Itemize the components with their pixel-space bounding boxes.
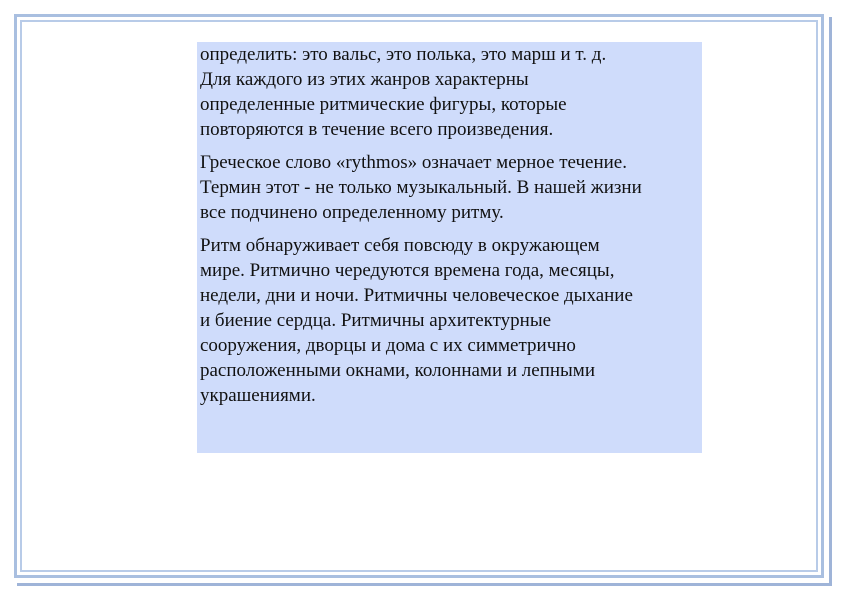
text-line: Термин этот - не только музыкальный. В нашей жизни bbox=[200, 177, 642, 198]
text-line: недели, дни и ночи. Ритмичны человеческое дыхание bbox=[200, 285, 633, 306]
text-line: все подчинено определенному ритму. bbox=[200, 202, 504, 223]
text-line: повторяются в течение всего произведения. bbox=[200, 119, 554, 140]
paragraph-3 bbox=[200, 233, 702, 408]
paragraph-1 bbox=[200, 42, 702, 142]
text-line: определенные ритмические фигуры, которые bbox=[200, 94, 567, 115]
text-line: Для каждого из этих жанров характерны bbox=[200, 69, 529, 90]
text-line: Ритм обнаруживает себя повсюду в окружающем bbox=[200, 235, 600, 256]
text-line: определить: это вальс, это полька, это марш и т. д. bbox=[200, 44, 607, 65]
paragraph-2 bbox=[200, 150, 702, 225]
text-line: украшениями. bbox=[200, 385, 316, 406]
text-line: расположенными окнами, колоннами и лепными bbox=[200, 360, 596, 381]
text-line: мире. Ритмично чередуются времена года, месяцы, bbox=[200, 260, 615, 281]
text-box bbox=[197, 42, 702, 453]
text-line: и биение сердца. Ритмичны архитектурные bbox=[200, 310, 552, 331]
text-line: сооружения, дворцы и дома с их симметрично bbox=[200, 335, 576, 356]
text-line: Греческое слово «rythmos» означает мерное течение. bbox=[200, 152, 627, 173]
